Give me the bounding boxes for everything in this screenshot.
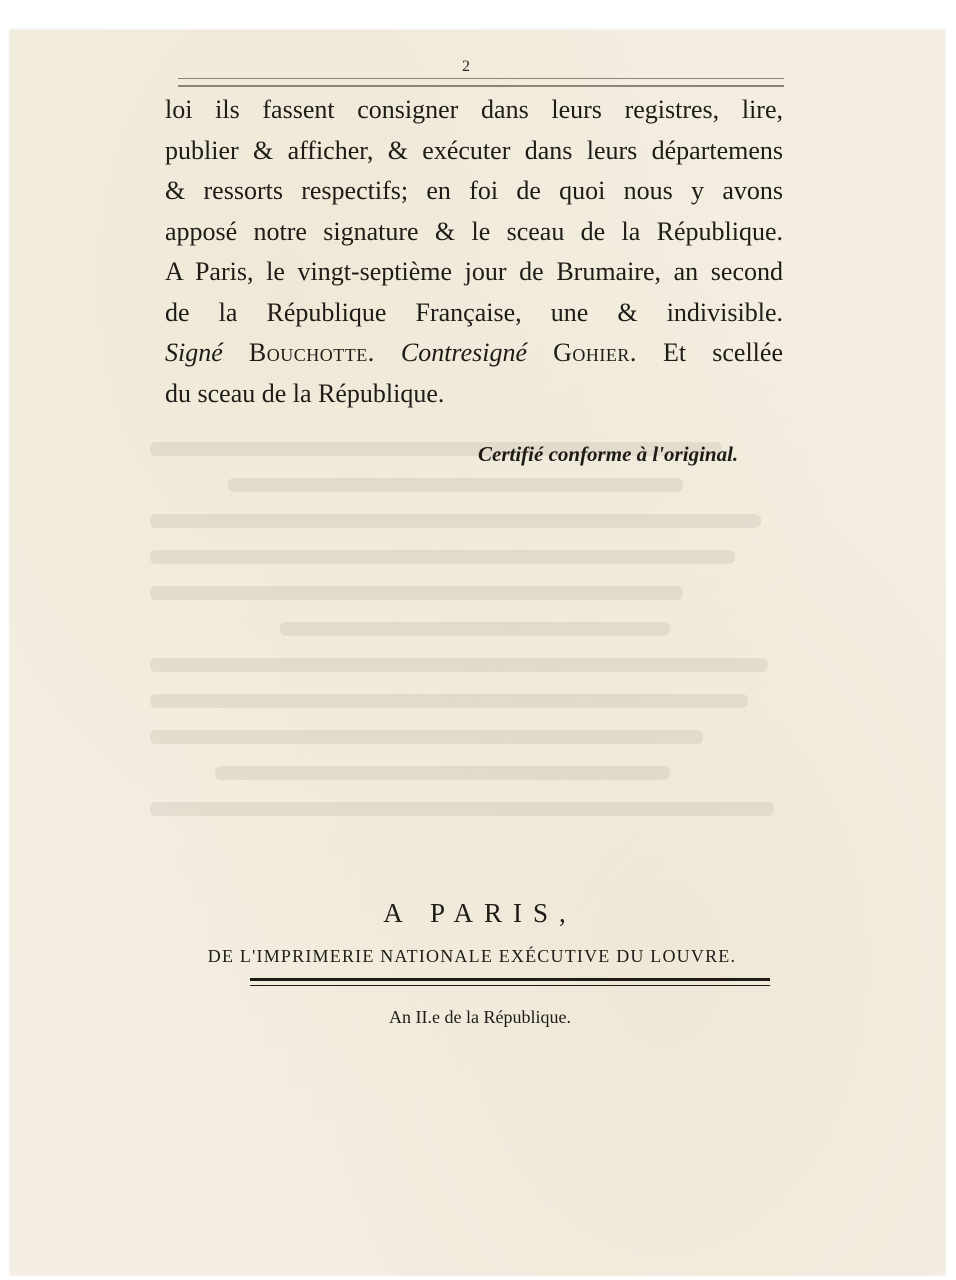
signature-line: [165, 333, 783, 374]
page-number: 2: [462, 58, 470, 75]
decree-text: [165, 90, 783, 414]
decree-line: A Paris, le vingt-septième jour de Brumaire, an second: [165, 257, 783, 286]
header-rule: [178, 78, 784, 87]
imprint-rule: [250, 978, 770, 986]
signed-label: Signé: [165, 338, 223, 367]
countersigned-label: Contresigné: [400, 338, 527, 367]
decree-line: de la République Française, une & indivisible.: [165, 297, 783, 327]
sealed-text: Et scellée: [663, 338, 783, 367]
signed-name: Bouchotte.: [248, 338, 375, 367]
imprint-printer: DE L'IMPRIMERIE NATIONALE EXÉCUTIVE DU LOUVRE.: [207, 946, 737, 966]
imprint-year: An II.e de la République.: [389, 1007, 571, 1027]
imprint-city: A PARIS,: [383, 898, 577, 928]
countersigned-name: Gohier.: [553, 338, 637, 367]
decree-final-line: du sceau de la République.: [165, 378, 445, 408]
certification-note: Certifié conforme à l'original.: [478, 442, 739, 466]
decree-line: loi ils fassent consigner dans leurs registres, lire,: [165, 95, 783, 124]
decree-line: publier & afficher, & exécuter dans leurs départemens: [165, 135, 783, 165]
decree-line: & ressorts respectifs; en foi de quoi nous y avons: [165, 176, 783, 205]
decree-line: apposé notre signature & le sceau de la République.: [165, 216, 783, 246]
